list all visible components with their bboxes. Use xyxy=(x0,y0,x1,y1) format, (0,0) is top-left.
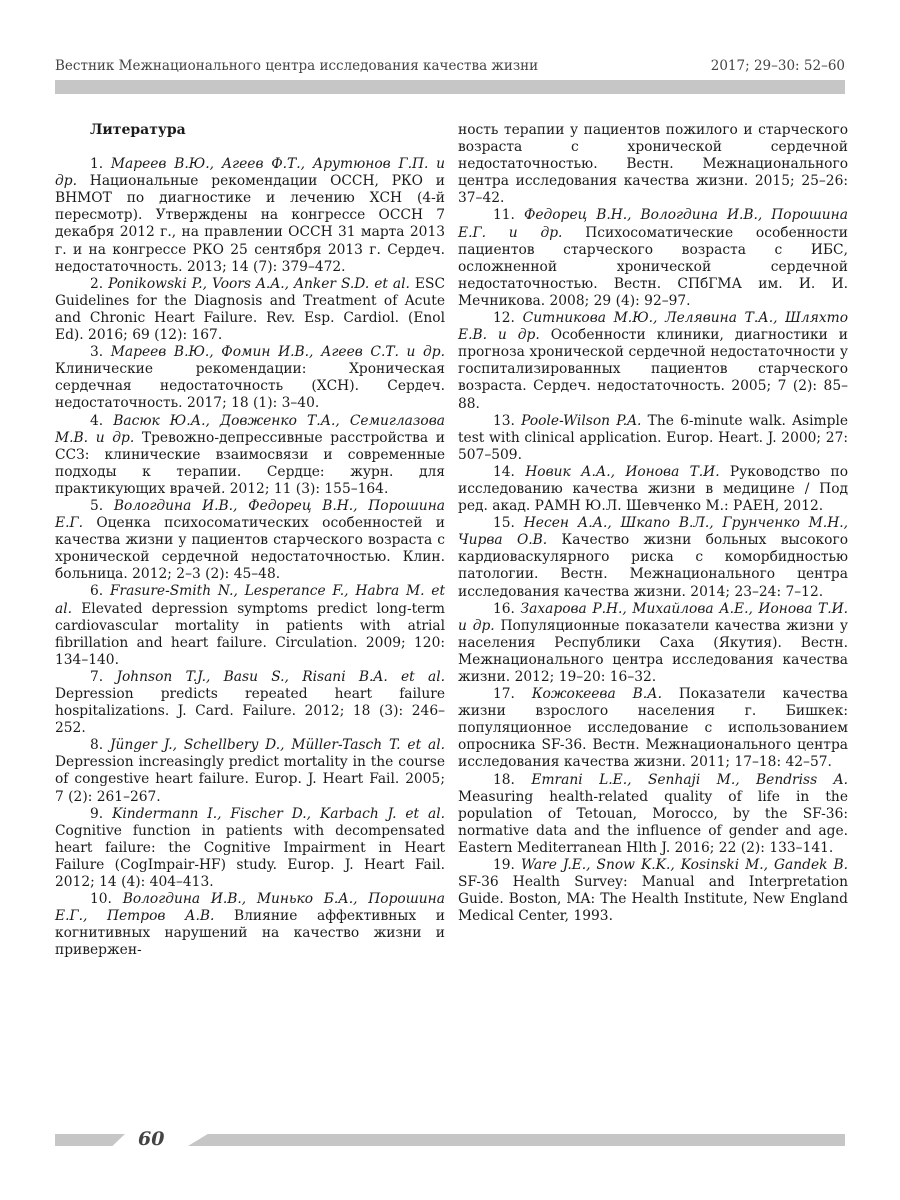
right-column xyxy=(458,122,848,925)
reference-item xyxy=(458,601,848,686)
reference-number: 6. xyxy=(90,583,104,600)
reference-text: The 6-minute walk. Asimple test with clinical application. Europ. Heart. J. 2000; 27: 507–509. xyxy=(458,412,849,463)
issue-info: 2017; 29–30: 52–60 xyxy=(710,58,845,74)
reference-text: SF-36 Health Survey: Manual and Interpretation Guide. Boston, MA: The Health Institute, New England Medical Center, 1993. xyxy=(458,874,848,925)
reference-item xyxy=(55,583,445,668)
reference-item xyxy=(458,772,848,857)
reference-number: 7. xyxy=(90,668,104,685)
reference-authors: Kindermann I., Fischer D., Karbach J. et al. xyxy=(112,805,446,822)
reference-item xyxy=(55,498,445,583)
reference-authors: Вологдина И.В., Федорец В.Н., Порошина Е.Г. xyxy=(55,497,446,532)
reference-number: 10. xyxy=(90,891,112,908)
reference-text: Depression predicts repeated heart failure hospitalizations. J. Card. Failure. 2012; 18 (3): 246–252. xyxy=(55,686,445,737)
journal-title: Вестник Межнационального центра исследования качества жизни xyxy=(55,58,539,74)
reference-number: 13. xyxy=(493,412,515,429)
reference-number: 9. xyxy=(90,805,104,822)
footer-bar-left xyxy=(55,1134,125,1146)
reference-text: Тревожно-депрессивные расстройства и ССЗ: клинические взаимосвязи и современные подходы к терапии. Сердце: журн. для практикующих врачей. 2012; 11 (3): 155–164. xyxy=(55,429,445,497)
reference-text: Особенности клиники, диагностики и прогноза хронической сердечной недостаточности у госпитализированных пациентов старческого возраста. Сердеч. недостаточность. 2005; 7 (2): 85–88. xyxy=(458,327,848,412)
reference-number: 8. xyxy=(90,737,104,754)
reference-number: 2. xyxy=(90,275,104,292)
reference-text: Влияние аффективных и когнитивных нарушений на качество жизни и привержен- xyxy=(55,908,445,959)
reference-authors: Jünger J., Schellbery D., Müller-Tasch T. et al. xyxy=(110,737,446,754)
header-rule xyxy=(55,80,845,94)
reference-authors: Несен А.А., Шкапо В.Л., Грунченко М.Н., Чирва О.В. xyxy=(458,515,848,549)
reference-text: Качество жизни больных высокого кардиоваскулярного риска с коморбидностью патологии. Вестн. Межнационального центра исследования качества жизни. 2014; 23–24: 7–12. xyxy=(458,532,848,600)
footer-bar-right xyxy=(188,1134,845,1146)
reference-text: Depression increasingly predict mortality in the course of congestive heart failure. Europ. J. Heart Fail. 2005; 7 (2): 261–267. xyxy=(55,754,445,805)
reference-text: Cognitive function in patients with decompensated heart failure: the Cognitive Impairment in Heart Failure (CogImpair-HF) study. Europ. J. Heart Fail. 2012; 14 (4): 404–413. xyxy=(55,822,445,891)
reference-number: 19. xyxy=(493,857,515,874)
reference-authors: Кожокеева В.А. xyxy=(531,686,662,703)
reference-item xyxy=(55,276,445,344)
reference-item xyxy=(458,515,848,600)
left-column xyxy=(55,122,445,960)
reference-number: 1. xyxy=(90,156,104,173)
page-number: 60 xyxy=(138,1128,165,1150)
reference-number: 4. xyxy=(90,412,104,429)
reference-text: Руководство по исследованию качества жизни в медицине / Под ред. акад. РАМН Ю.Л. Шевченко М.: РАЕН, 2012. xyxy=(458,463,848,515)
reference-number: 14. xyxy=(493,463,515,480)
reference-number: 18. xyxy=(493,771,515,788)
reference-list-left xyxy=(55,156,445,959)
reference-authors: Васюк Ю.А., Довженко Т.А., Семиглазова М.В. и др. xyxy=(55,412,445,446)
reference-number: 17. xyxy=(493,686,515,703)
reference-item xyxy=(458,310,848,413)
reference-item xyxy=(458,857,848,925)
reference-text: Elevated depression symptoms predict long-term cardiovascular mortality in patients with atrial fibrillation and heart failure. Circulation. 2009; 120: 134–140. xyxy=(55,600,445,668)
reference-number: 3. xyxy=(90,344,104,361)
reference-text: Психосоматические особенности пациентов старческого возраста с ИБС, осложненной хронической сердечной недостаточностью. Вестн. СПбГМА им. И. И. Мечникова. 2008; 29 (4): 92–97. xyxy=(458,224,848,309)
reference-item xyxy=(458,464,848,515)
reference-authors: Emrani L.E., Senhaji M., Bendriss A. xyxy=(531,771,849,788)
reference-list-right xyxy=(458,207,848,925)
reference-authors: Frasure-Smith N., Lesperance F., Habra M. et al. xyxy=(55,583,446,617)
reference-authors: Ситникова М.Ю., Лелявина Т.А., Шляхто Е.В. и др. xyxy=(458,310,849,344)
reference-item xyxy=(55,413,445,498)
reference-text: Популяционные показатели качества жизни у населения Республики Саха (Якутия). Вестн. Межнационального центра исследования качества жизни. 2012; 19–20: 16–32. xyxy=(458,617,848,685)
reference-item xyxy=(458,686,848,771)
reference-authors: Мареев В.Ю., Фомин И.В., Агеев С.Т. и др. xyxy=(110,344,445,361)
reference-continuation: ность терапии у пациентов пожилого и старческого возраста с хронической сердечной недостаточностью. Вестн. Межнационального центра исследования качества жизни. 2015; 25–26: 37–42. xyxy=(458,122,848,207)
reference-item xyxy=(458,413,848,464)
reference-text: Оценка психосоматических особенностей и качества жизни у пациентов старческого возраста с хронической сердечной недостаточностью. Клин. больница. 2012; 2–3 (2): 45–48. xyxy=(55,515,445,583)
reference-item xyxy=(55,344,445,412)
reference-authors: Poole-Wilson P.A. xyxy=(521,412,642,429)
reference-text: Клинические рекомендации: Хроническая сердечная недостаточность (ХСН). Сердеч. недостаточность. 2017; 18 (1): 3–40. xyxy=(55,361,445,412)
reference-number: 16. xyxy=(493,600,515,617)
reference-item xyxy=(55,156,445,276)
reference-authors: Новик А.А., Ионова Т.И. xyxy=(525,463,720,480)
reference-authors: Мареев В.Ю., Агеев Ф.Т., Арутюнов Г.П. и др. xyxy=(55,156,445,190)
reference-text: Национальные рекомендации ОССН, РКО и ВНМОТ по диагностике и лечению ХСН (4-й пересмотр). Утверждены на конгрессе ОССН 7 декабря 2012 г., на правлении ОССН 31 марта 2013 г. и на конгрессе РКО 25 сентября 2013 г. Сердеч. недостаточность. 2013; 14 (7): 379–472. xyxy=(55,173,445,275)
reference-item xyxy=(55,737,445,805)
reference-number: 12. xyxy=(493,310,515,327)
reference-item xyxy=(458,207,848,310)
reference-authors: Ponikowski P., Voors A.A., Anker S.D. et al. xyxy=(108,275,410,292)
reference-authors: Федорец В.Н., Вологдина И.В., Порошина Е.Г. и др. xyxy=(458,207,848,241)
reference-number: 5. xyxy=(90,497,104,514)
reference-text: ESC Guidelines for the Diagnosis and Treatment of Acute and Chronic Heart Failure. Rev. Esp. Cardiol. (Enol Ed). 2016; 69 (12): 167. xyxy=(55,275,446,344)
reference-authors: Ware J.E., Snow K.K., Kosinski M., Gandek B. xyxy=(520,857,849,874)
section-title: Литература xyxy=(90,122,186,138)
running-header xyxy=(55,58,845,74)
reference-authors: Johnson T.J., Basu S., Risani B.A. et al. xyxy=(116,668,445,685)
reference-authors: Захарова Р.Н., Михайлова А.Е., Ионова Т.И. и др. xyxy=(458,600,849,634)
reference-item xyxy=(55,669,445,737)
reference-number: 15. xyxy=(493,515,515,532)
reference-item xyxy=(55,806,445,891)
reference-text: Показатели качества жизни взрослого населения г. Бишкек: популяционное исследование с использованием опросника SF-36. Вестн. Межнационального центра исследования качества жизни. 2011; 17–18: 42–57. xyxy=(458,686,848,771)
reference-item xyxy=(55,891,445,959)
reference-text: Measuring health-related quality of life in the population of Tetouan, Morocco, by the SF-36: normative data and the influence of gender and age. Eastern Mediterranean Hlth J. 2016; 22 (2): 133–141. xyxy=(458,788,848,856)
reference-number: 11. xyxy=(493,207,515,224)
reference-authors: Вологдина И.В., Минько Б.А., Порошина Е.Г., Петров А.В. xyxy=(55,891,445,925)
